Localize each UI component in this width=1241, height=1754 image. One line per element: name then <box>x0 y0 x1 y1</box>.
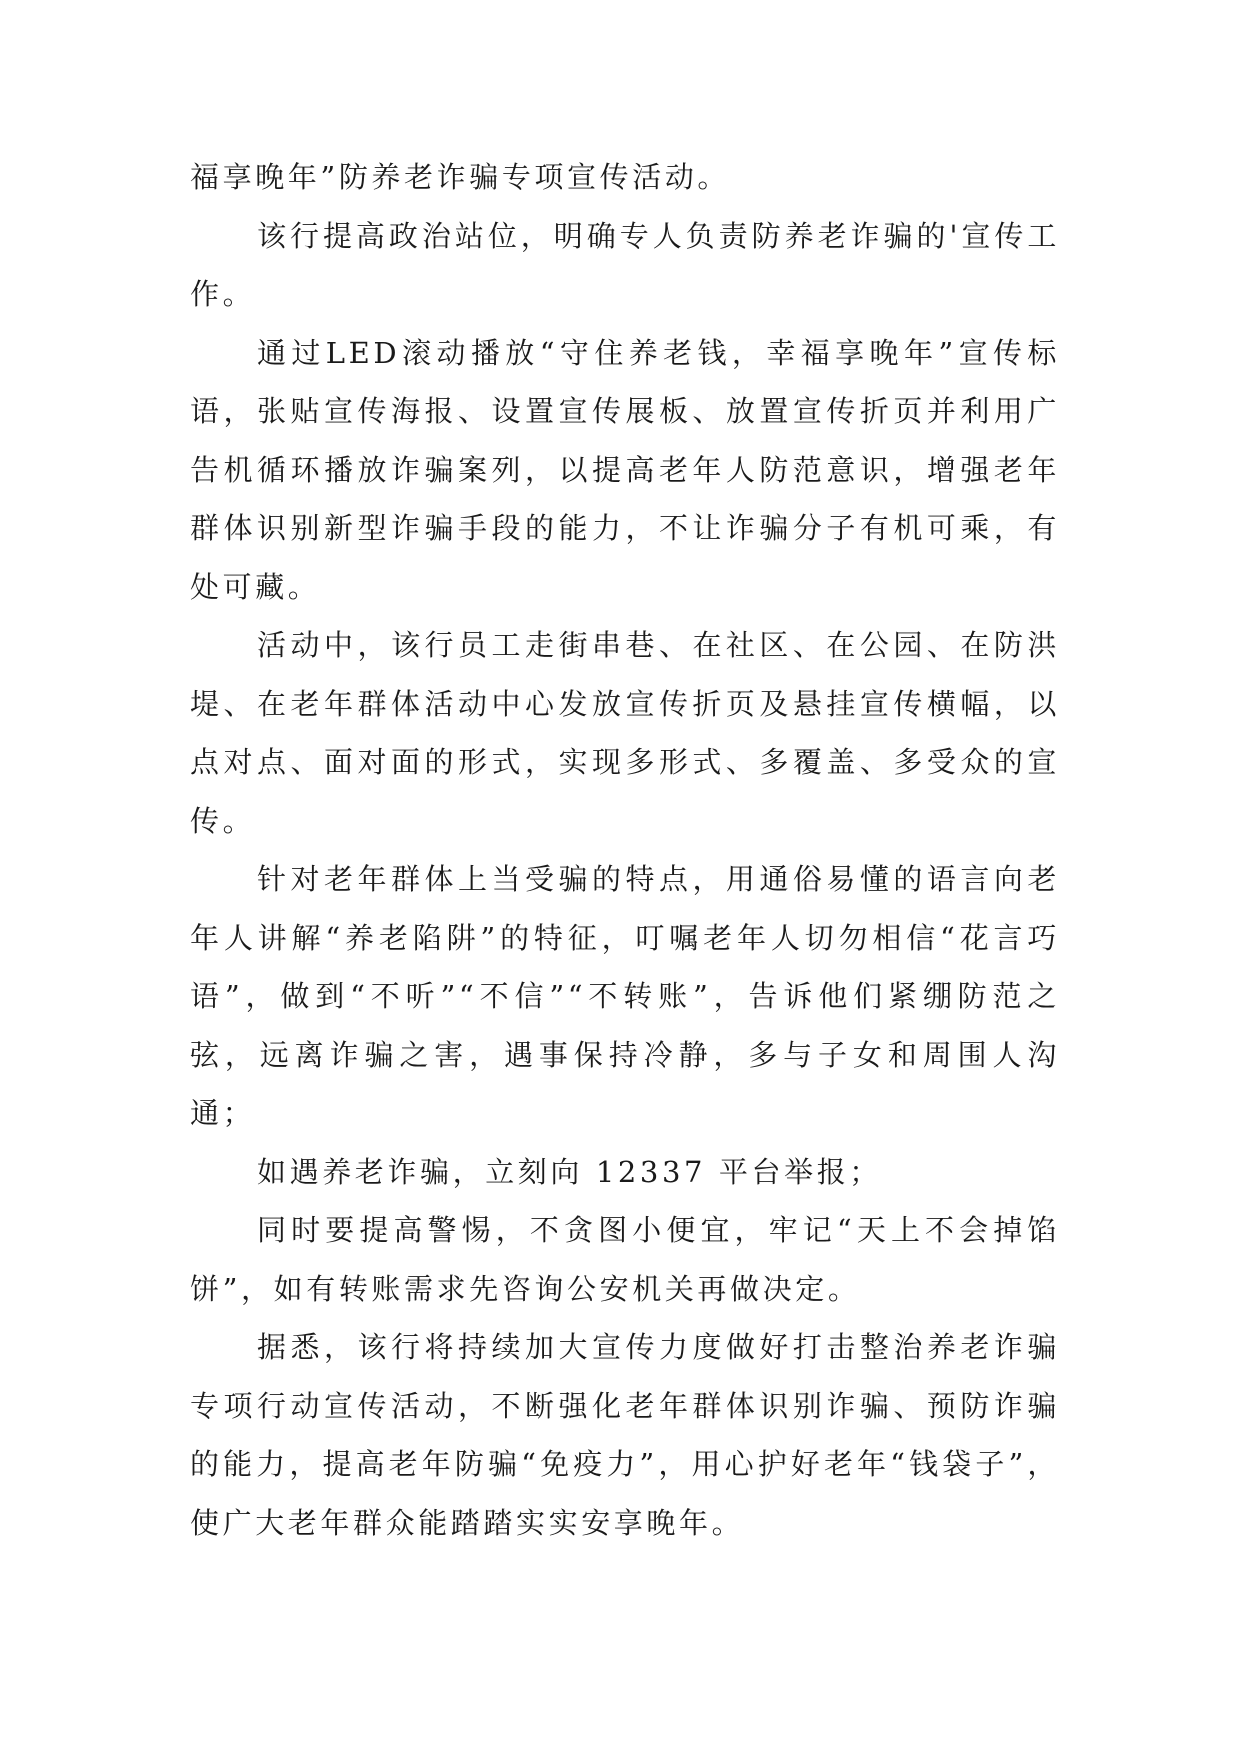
paragraph-6: 如遇养老诈骗，立刻向 12337 平台举报； <box>257 1154 882 1189</box>
paragraph-4: 活动中，该行员工走街串巷、在社区、在公园、在防洪堤、在老年群体活动中心发放宣传折页及悬挂宣传横幅，以点对点、面对面的形式，实现多形式、多覆盖、多受众的宣传。 <box>190 628 1060 838</box>
paragraph-3: 通过LED滚动播放“守住养老钱，幸福享晚年”宣传标语，张贴宣传海报、设置宣传展板、放置宣传折页并利用广告机循环播放诈骗案列，以提高老年人防范意识，增强老年群体识别新型诈骗手段的能力，不让诈骗分子有机可乘，有处可藏。 <box>190 335 1060 604</box>
paragraph-1: 福享晚年”防养老诈骗专项宣传活动。 <box>190 160 731 194</box>
paragraph-5: 针对老年群体上当受骗的特点，用通俗易懂的语言向老年人讲解“养老陷阱”的特征，叮嘱老年人切勿相信“花言巧语”，做到“不听”“不信”“不转账”，告诉他们紧绷防范之弦，远离诈骗之害，遇事保持冷静，多与子女和周围人沟通； <box>190 862 1060 1130</box>
document-page <box>190 148 1060 1552</box>
paragraph-7: 同时要提高警惕，不贪图小便宜，牢记“天上不会掉馅饼”，如有转账需求先咨询公安机关再做决定。 <box>190 1213 1060 1306</box>
paragraph-8: 据悉，该行将持续加大宣传力度做好打击整治养老诈骗专项行动宣传活动，不断强化老年群体识别诈骗、预防诈骗的能力，提高老年防骗“免疫力”，用心护好老年“钱袋子”，使广大老年群众能踏踏实实安享晚年。 <box>190 1330 1060 1540</box>
paragraph-2: 该行提高政治站位，明确专人负责防养老诈骗的'宣传工作。 <box>190 218 1060 311</box>
